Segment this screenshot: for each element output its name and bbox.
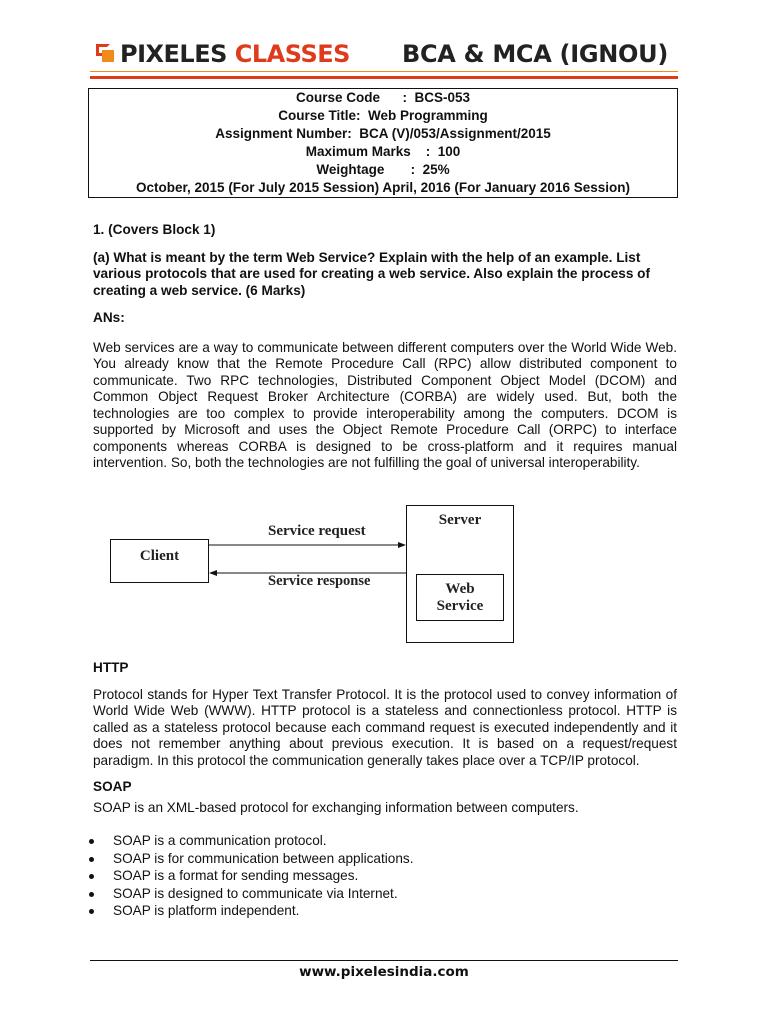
page-header xyxy=(0,0,768,80)
header-rule xyxy=(90,76,678,79)
http-heading: HTTP xyxy=(93,660,129,675)
logo-mark-icon xyxy=(96,44,118,64)
list-item: SOAP is a format for sending messages. xyxy=(93,867,677,885)
list-item: SOAP is designed to communicate via Internet. xyxy=(93,885,677,903)
protocols-section xyxy=(93,660,677,920)
soap-heading: SOAP xyxy=(93,779,132,794)
footer-rule xyxy=(90,960,678,961)
pixeles-logo xyxy=(96,42,350,66)
footer-url: www.pixelesindia.com xyxy=(299,964,469,980)
soap-bullet-list xyxy=(93,832,677,920)
web-service-diagram xyxy=(108,505,518,645)
section-heading: 1. (Covers Block 1) xyxy=(93,222,216,237)
course-code: Course Code : BCS-053 xyxy=(295,90,471,105)
question-text: (a) What is meant by the term Web Service? Explain with the help of an example. List various protocols that are used for creating a web service. Also explain the process of creating a web service. (6 Marks) xyxy=(93,249,651,298)
header-rule-thin xyxy=(90,71,678,72)
header-title: BCA & MCA (IGNOU) xyxy=(402,40,668,68)
list-item: SOAP is platform independent. xyxy=(93,902,677,920)
course-info-box xyxy=(88,88,678,198)
client-label: Client xyxy=(139,548,180,564)
answer-label: ANs: xyxy=(93,310,125,325)
web-service-label-line1: Web xyxy=(445,581,475,597)
question-section xyxy=(93,222,677,472)
logo-word-classes: CLASSES xyxy=(234,40,350,68)
maximum-marks: Maximum Marks : 100 xyxy=(305,144,461,159)
service-response-label: Service response xyxy=(268,573,371,589)
http-paragraph: Protocol stands for Hyper Text Transfer Protocol. It is the protocol used to convey information of World Wide Web (WWW). HTTP protocol is a stateless and connectionless protocol. HTTP is called as a stateless protocol because each command request is executed independently and it does not remember anything about previous execution. It is based on a request/request paradigm. In this protocol the communication generally takes place over a TCP/IP protocol. xyxy=(93,686,677,768)
list-item: SOAP is for communication between applications. xyxy=(93,850,677,868)
assignment-number: Assignment Number: BCA (V)/053/Assignment/2015 xyxy=(215,126,551,141)
answer-paragraph: Web services are a way to communicate between different computers over the World Wide Web. You already know that the Remote Procedure Call (RPC) allow distributed component to communicate. Two RPC technologies, Distributed Component Object Model (DCOM) and Common Object Request Broker Architecture (CORBA) are widely used. But, both the technologies are too complex to provide interoperability among the computers. DCOM is supported by Microsoft and uses the Object Remote Procedure Call (ORPC) to interface components whereas CORBA is designed to be cross-platform and it requires manual intervention. So, both the technologies are not fulfilling the goal of universal interoperability. xyxy=(93,339,677,470)
service-request-label: Service request xyxy=(268,523,366,539)
soap-intro: SOAP is an XML-based protocol for exchanging information between computers. xyxy=(93,799,579,815)
session-dates: October, 2015 (For July 2015 Session) April, 2016 (For January 2016 Session) xyxy=(136,180,630,195)
weightage: Weightage : 25% xyxy=(316,162,450,177)
web-service-label-line2: Service xyxy=(436,598,484,614)
logo-word-pixeles: PIXELES xyxy=(120,40,227,68)
server-label: Server xyxy=(438,512,482,528)
course-title: Course Title: Web Programming xyxy=(278,108,488,123)
list-item: SOAP is a communication protocol. xyxy=(93,832,677,850)
